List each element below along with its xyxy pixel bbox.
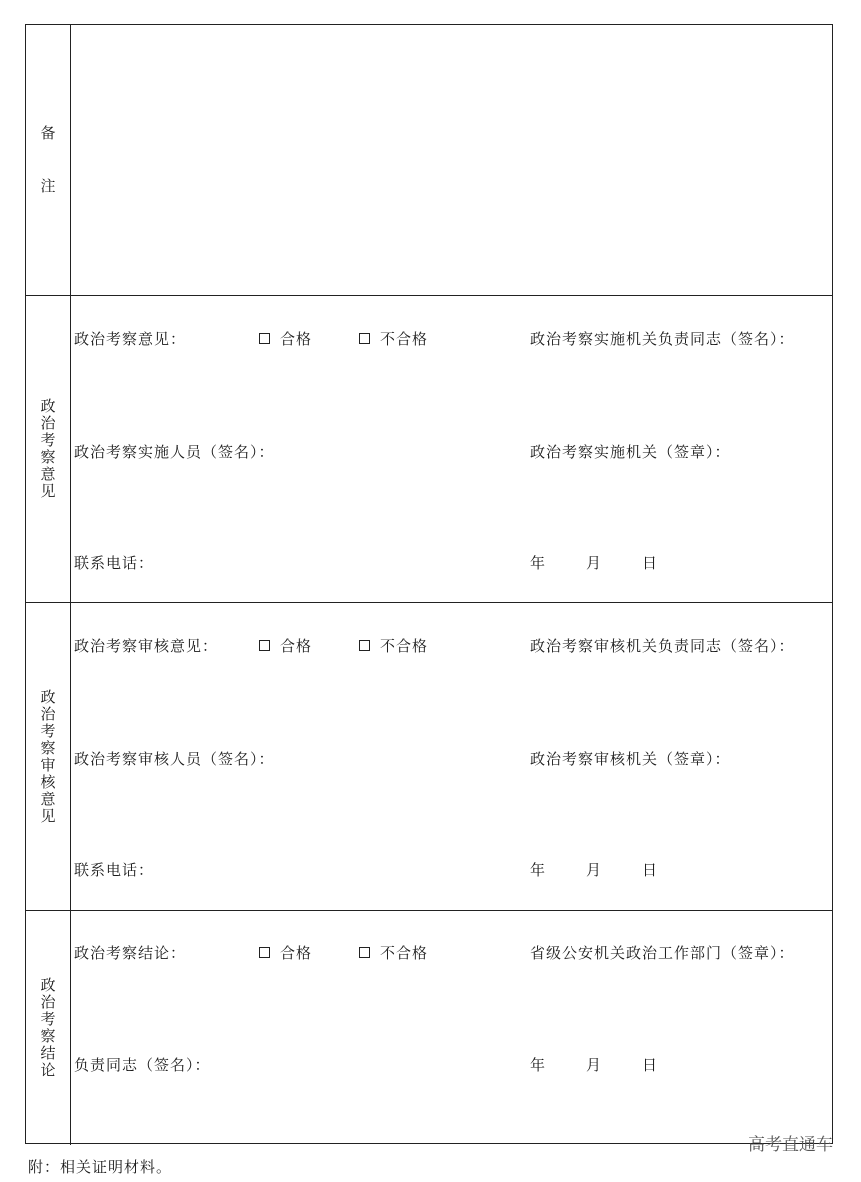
political-review-form [25, 24, 833, 1144]
opinion-row [26, 296, 832, 603]
review-staff-sign: 政治考察审核人员（签名）： [74, 750, 275, 768]
opinion-staff-sign: 政治考察实施人员（签名）： [74, 443, 275, 461]
opinion-pass-checkbox[interactable]: 合格 [259, 328, 312, 349]
conclusion-label: 政 治 考 察 结 论 [40, 976, 56, 1079]
review-org-seal: 政治考察审核机关（签章）： [530, 750, 731, 768]
conclusion-label-text: 政治考察结论： [74, 944, 187, 962]
review-fail-checkbox[interactable]: 不合格 [359, 635, 428, 656]
remarks-row [26, 25, 832, 296]
watermark: 高考直通车 [748, 1135, 833, 1155]
conclusion-row [26, 911, 832, 1145]
review-label-cell [26, 603, 71, 910]
checkbox-square-icon [259, 640, 270, 651]
checkbox-square-icon [259, 947, 270, 958]
opinion-content [71, 296, 832, 602]
conclusion-fail-checkbox[interactable]: 不合格 [359, 942, 428, 963]
conclusion-label-cell [26, 911, 71, 1145]
opinion-label-cell [26, 296, 71, 602]
opinion-leader-sign: 政治考察实施机关负责同志（签名）： [530, 330, 795, 348]
opinion-org-seal: 政治考察实施机关（签章）： [530, 443, 731, 461]
opinion-label: 政 治 考 察 意 见 [40, 397, 56, 500]
opinion-phone: 联系电话： [74, 554, 155, 572]
attachment-note: 附：相关证明材料。 [28, 1158, 173, 1176]
review-leader-sign: 政治考察审核机关负责同志（签名）： [530, 637, 795, 655]
conclusion-date: 年 月 日 [530, 1056, 659, 1074]
checkbox-square-icon [359, 333, 370, 344]
review-row [26, 603, 832, 911]
opinion-fail-checkbox[interactable]: 不合格 [359, 328, 428, 349]
remarks-label: 备 注 [40, 124, 56, 195]
review-date: 年 月 日 [530, 861, 659, 879]
review-label-text: 政治考察审核意见： [74, 637, 219, 655]
review-phone: 联系电话： [74, 861, 155, 879]
conclusion-leader-sign: 负责同志（签名）： [74, 1056, 211, 1074]
review-pass-checkbox[interactable]: 合格 [259, 635, 312, 656]
review-label: 政 治 考 察 审 核 意 见 [40, 687, 56, 825]
remarks-label-cell [26, 25, 71, 295]
conclusion-content [71, 911, 832, 1145]
opinion-label-text: 政治考察意见： [74, 330, 187, 348]
checkbox-square-icon [259, 333, 270, 344]
checkbox-square-icon [359, 947, 370, 958]
checkbox-square-icon [359, 640, 370, 651]
opinion-date: 年 月 日 [530, 554, 659, 572]
conclusion-dept-seal: 省级公安机关政治工作部门（签章）： [530, 944, 795, 962]
review-content [71, 603, 832, 910]
conclusion-pass-checkbox[interactable]: 合格 [259, 942, 312, 963]
remarks-field[interactable] [71, 25, 832, 295]
